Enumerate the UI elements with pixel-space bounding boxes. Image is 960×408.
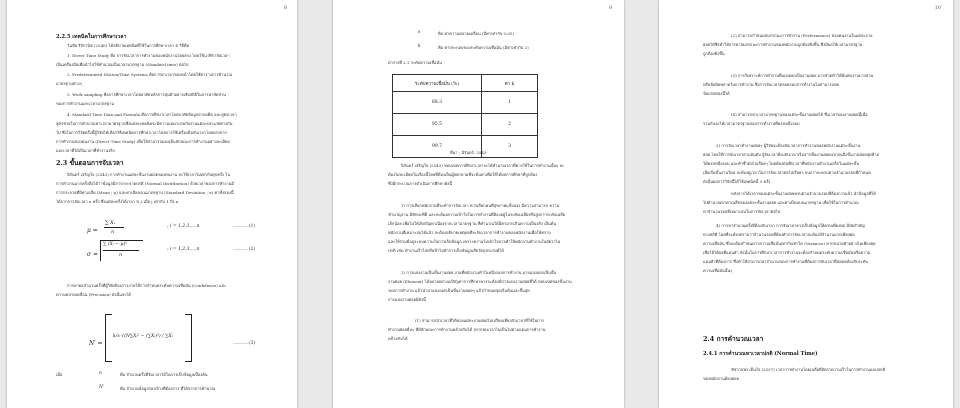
paragraph-line: 3. Work sampling คือการศึกษาเวลาโดยอาศัยหลักการสุ่มตัวอย่างเชิงสถิติในการหาสัดส่วน xyxy=(67,92,226,97)
definition-line: คือ จำนวนข้อมูลรอบข้างที่ต้องการ ที่ได้จากการคำนวณ xyxy=(120,386,216,391)
section-heading-2-4: 2.4 การคำนวณเวลา xyxy=(703,335,764,343)
paragraph-line: ย่อยได้ซึ่งทำให้การหาสมรรถนะการทำงานของพนักงานถูกต้องยิ่งขึ้น ซึ่งมีผลให้เวลามาตรฐาน xyxy=(703,42,863,47)
paragraph-line: การกระจายที่มีค่าเฉลี่ย (Mean ; μ) และค่าเบี่ยงเบนมาตรฐาน (Standard Deviation ; σ) ค่าทั้งสองนี้ xyxy=(56,190,234,195)
paragraph-line: วันชัย ริจิรวนิช (2546) ได้อธิบายเทคนิคที่ใช้ในการศึกษาเวลา 4 วิธีคือ xyxy=(67,43,189,48)
symbol-k: k xyxy=(418,44,421,49)
paragraph-line: ไปคำนวณหาค่าเฉลี่ยของแต่ละขั้นงานย่อย และค่าเบี่ยงเบนมาตรฐาน เพื่อใช้ในการคำนวณ xyxy=(703,200,859,205)
formula-sd-numerator: ∑ (Xᵢ − μ)² xyxy=(103,242,128,247)
paragraph-line: ปกติ เช่น ทำงานเร็วไปหรือช้าไปทำการเก็บข้อมูลเสียวัตถุประสงค์ได้ xyxy=(388,248,504,253)
paragraph-line: ชำนาญงาน มีทักษะที่ดี และจะต้องความเข้าใจในการทำงานที่ต้องอยู่ในระดับเฉลี่ยหรือสูงกว่าระดับเฉลี่ย xyxy=(388,212,566,217)
paragraph-line: รวมกันจะได้เวลามาตรฐานของการทำงานที่ครบหนึ่งรอบ xyxy=(703,121,800,126)
equation-number: ...........(1) xyxy=(233,224,256,229)
page-number: 8 xyxy=(283,5,287,11)
document-page-9 xyxy=(333,0,624,408)
paragraph-line: เป็นเครื่องมือเพื่อนำไปใช้คำนวณเป็นเวลามาตรฐาน (Standard time) ต่อไป xyxy=(56,62,189,67)
paragraph-line: นิรันดร์ เจริญใจ (2543) การทำงานแต่ละขั้นงานย่อยของคนงาน จะใช้เวลาไม่เท่ากันทุกครั้ง ใน xyxy=(67,172,230,177)
paragraph-line: ไป ซึ่งในการวิจัยครั้งนี้ผู้วิจัยได้เลือกวิธีเทคนิคการศึกษาเวลาโดยการใช้เครื่องมือจับเวลาโดยตรงจาก xyxy=(56,130,227,135)
where-label: เมื่อ xyxy=(56,372,63,377)
table-header-row xyxy=(393,75,538,92)
table-cell: 3 xyxy=(482,136,538,158)
section-heading-2-4-1: 2.4.1 การคำนวณหาเวลาปกติ (Normal Time) xyxy=(703,351,818,357)
paragraph-line: การทำงานของคนงาน (Direct Time Study) เพื่อให้สามารถมองเห็นลักษณะการทำงานอย่างละเอียด xyxy=(56,139,230,144)
paragraph-line: ชัชวาลพร เย็นใจ (2557) เวลาการทำงานโดยเฉลี่ยที่อัตราความเร็วในการทำงานแบบปกติ xyxy=(731,367,886,372)
table-cell: 2 xyxy=(482,114,538,136)
formula-sample-size-lhs: N′ = xyxy=(89,340,103,347)
paragraph-line: 4. Standard Time Data and Formula คือการศึกษาเวลาโดยอาศัยข้อมูลจากอดีต และสูตรเวลา xyxy=(67,112,237,117)
fraction-bar xyxy=(104,227,124,228)
formula-sd-denominator: n xyxy=(119,252,123,258)
paragraph-line: งานย่อย (Element) ได้หลายอย่างแก้ปัญหาการศึกษาควรจะต้องมีการแบ่งงานย่อยที่ได้ ขอบเขตของขั้นงาน xyxy=(388,279,572,284)
table-cell: 95.5 xyxy=(393,114,482,136)
paragraph-line: ทางสถิติ โดยที่จะต้องทราบว่าจำนวนรอบที่ต้องทำการจับเวลาจะต้องมีจำนวนมากเพียงพอ xyxy=(703,232,855,237)
paragraph-line: การหาผลจำนวนครั้งที่ผู้วิจัยต้องการภายใต้การกำหนดระดับความเชื่อมั่น (Confidence) และ xyxy=(67,283,227,288)
paragraph-line: 1) การเลือกพนักงานที่จะทำการจับเวลา ควรเลือกคนที่สุขภาพแข็งแรง มีความสามารถ ความ xyxy=(401,203,560,208)
paragraph-line: (2) สามารถกำหนดสมรรถนะการทำงาน (Performance) ของคนงานในแต่ละงาน xyxy=(731,33,873,38)
paragraph-line: 4) การหาจำนวนครั้งที่ต้องจับเวลา การจับเวลาควรเก็บข้อมูลให้ครบเพียงพอ มีนัยสำคัญ xyxy=(716,223,865,228)
symbol-N-prime: N′ xyxy=(99,385,104,390)
definition-line: คือ ค่าความคลาดเคลื่อน (มีค่าเท่ากับ 0.05) xyxy=(438,31,515,36)
paragraph-line: ของพนักงานต้องย่อย xyxy=(703,376,739,381)
paragraph-line: คล้ายกันได้ xyxy=(388,336,408,341)
definition-line: คือ ค่าประกอบของระดับความเชื่อมั่น (มีค่าเท่ากับ 2) xyxy=(438,45,529,50)
formula-mean-denominator: n xyxy=(111,229,115,235)
paragraph-line: ได้จากการจับเวลา n ครั้ง ซึ่งแต่ละครั้งได้เวลา X_i เมื่อ j เท่ากับ 1 ถึง n xyxy=(56,199,179,204)
paragraph-line: เพื่อให้ได้ผลที่แม่นยำ ดังนั้นในการศึกษาเวลาการทำงานจะต้องกำหนดระดับความเชื่อมั่นหรือความ xyxy=(703,250,871,255)
paragraph-line: ข้อบกพร่องนี้ได้ xyxy=(703,91,730,96)
paragraph-line: พนักงานที่เหมาะสมได้แล้ว จะต้องอธิบายเหตุผลที่จะจับเวลาการทำงานของพนักงานเพื่อให้ทราบ xyxy=(388,230,551,235)
paragraph-line: การแบ่งงานย่อยมีดังนี้ xyxy=(388,297,426,302)
table-caption: ตารางที่ 2.1 ระดับความเชื่อมั่น xyxy=(388,60,442,65)
formula-mean-condition: ; i = 1,2,3,...,n xyxy=(167,224,200,229)
document-page-10 xyxy=(659,0,953,408)
paragraph-line: ต้องไม่ละเอียดในเรื่องนี้โดยที่ต้องเป็นผู้พยายามที่จะค้นหาเพื่อให้ได้ผลการศึกษาที่ถูกต้อง xyxy=(388,172,538,177)
paragraph-line: 1. Direct Time Study คือ การจับเวลาการทำงานของพนักงานโดยตรง โดยใช้นาฬิกาจับเวลา xyxy=(67,53,230,58)
page-number: 10 xyxy=(934,5,941,11)
document-page-8 xyxy=(7,0,297,408)
formula-sd-lhs: σ = xyxy=(87,251,99,258)
page-number: 9 xyxy=(608,5,612,11)
definition-line: คือ จำนวนครั้งที่จับเวลาได้ในการเก็บข้อมูลเบื้องต้น xyxy=(120,372,208,377)
paragraph-line: ทำงานย่อยอื่นๆ ที่มีลักษณะการทำงานคล้ายกันได้ (หากพบเวลาไม่เป็นไปตามแผนการทำงาน xyxy=(388,327,546,332)
paragraph-line: และเวลาที่ได้เป็นเวลาที่ทำงานจริง xyxy=(56,148,115,153)
paragraph-line: ย่อย โดยใช้การจับเวลาตามอันดับ ผู้จับเวลาต้องจับเวลาเริ่มจากขั้นงานย่อยแรกจนถึงขั้นงานย่อยสุดท้าย xyxy=(703,152,879,157)
table-cell: 99.7 xyxy=(393,136,482,158)
paragraph-line: สูตรช่วยในการคำนวณหาเวลามาตรฐานซึ่งแต่ละเทคนิคจะมีความเหมาะสมกับงานแต่ละประเภทต่างกัน xyxy=(56,121,233,126)
paragraph-line: ซึ่งมีกระบวนการดำเนินการศึกษาดังนี้ xyxy=(388,181,452,186)
section-heading-2-2-5: 2.2.5 เทคนิคในการศึกษาเวลา xyxy=(56,34,127,40)
paragraph-line: (3) การวิเคราะห์การทำงานที่แบ่งออกเป็นงานย่อย อาจช่วยทำให้ค้นพบงานบางส่วน xyxy=(731,73,874,78)
paragraph-line: ถูกต้องยิ่งขึ้น xyxy=(703,51,725,56)
paragraph-line: มาตรฐานต่างๆ xyxy=(56,81,82,86)
paragraph-line: ของการทำงานและเวลามาตรฐาน xyxy=(56,101,115,106)
paragraph-line: เล็กน้อย เพื่อไม่ให้เกิดปัญหาเนื่องจากเวลามาตรฐาน ที่คำนวณได้มีค่ามากเกินความเป็นจริง เป็นต้น xyxy=(388,221,557,226)
bracket-right xyxy=(185,314,192,362)
paragraph-line: เมื่อเริ่มขั้นงานใหม่ จะต้องดูเวลาในการจับเวลาต่อไปเรื่อยๆ จนกว่าจะครบตามจำนวนรอบที่กำหนด xyxy=(703,170,871,175)
paragraph-line: ความเชื่อมั่นนั้นๆ xyxy=(703,268,733,273)
paragraph-line: 3) การจับเวลาทำงานย่อยๆ ผู้วิจัยจะต้องจับเวลาการทำงานของพนักงานแต่ละขั้นงาน xyxy=(716,143,861,148)
paragraph-line: ให้ครบหนึ่งรอบ และทำซ้ำต่อไปเรื่อยๆ โดยต้องบันทึกเวลาที่พนักงานทำงานเสร็จในแต่ละขั้น xyxy=(703,161,859,166)
equation-number: ...........(3) xyxy=(233,341,256,346)
symbol-n: n xyxy=(99,371,102,376)
paragraph-line: (4) สามารถหาเวลามาตรฐานของแต่ละขั้นงานย่อยได้ ซึ่งเวลาของงานย่อยนี้เมื่อ xyxy=(731,112,868,117)
table-header: ระดับความเชื่อมั่น (%) xyxy=(393,75,482,92)
formula-sd-condition: ; i = 1,2,3,...,n xyxy=(167,247,200,252)
table-cell: 1 xyxy=(482,92,538,114)
paragraph-line: รอบการทำงาน แล้วนำมาแบ่งออกเป็นขั้นงานย่อยๆ แล้วกำหนดจุดเริ่มต้นและสิ้นสุด xyxy=(388,288,530,293)
table-row xyxy=(393,92,538,114)
paragraph-line: หาจำนวนรอบที่เหมาะสมในการจับเวลาต่อไป xyxy=(703,209,781,214)
fraction-bar xyxy=(103,250,139,251)
bracket-left xyxy=(105,314,112,362)
table-source: ที่มา : นิรันดร์, 2543 xyxy=(450,150,487,155)
paragraph-line: ดังนั้นผลการวิจัยนี้ได้ใช้เทคนิคนี้ 3 ครั้ง xyxy=(703,179,771,184)
paragraph-line: 2. Predetermined Motion/Time Systems คือการหาเวลาของหน้าโดยใช้ตารางการคำนวณ xyxy=(67,72,233,77)
paragraph-line: 2) การแบ่งงานเป็นขั้นงานย่อย งานที่พนักงานทำในหนึ่งรอบการทำงาน อาจแบ่งออกเป็นขั้น xyxy=(401,270,557,275)
table-cell: 68.3 xyxy=(393,92,482,114)
table-header: ค่า k xyxy=(482,75,538,92)
formula-sample-size-body: k/s √(N∑Xᵢ² − (∑Xᵢ)²) / ∑Xᵢ xyxy=(113,334,173,339)
symbol-s: s xyxy=(418,30,421,35)
confidence-level-table xyxy=(392,74,538,158)
equation-number: ...........(2) xyxy=(233,247,256,252)
section-heading-2-3: 2.3 ขั้นตอนการจับเวลา xyxy=(56,159,124,167)
paragraph-line: การทำงานมากครั้งถือได้ว่าข้อมูลมีการกระจายปกติ (Normal Distribution) ด้วยเวลาของการทำงานมี xyxy=(56,181,234,186)
formula-mean-lhs: μ = xyxy=(87,227,98,234)
paragraph-line: และให้ร่วมมือดูระบบความในการเก็บข้อมูล เพราะความไม่เข้าใจอาจทำให้พนักงานทำงานในอัตราไม่ xyxy=(388,239,561,244)
paragraph-line: นิรันดร์ เจริญใจ (2543) ขอบเขตการศึกษาเวลาจะได้ทำนายเวลาที่ควรใช้ในการทำงานนั้นๆ จะ xyxy=(401,163,565,168)
paragraph-line: แม่นยำที่ต้องการ ซึ่งทำให้สามารถหาจำนวนรอบการทำงานที่ต้องการจับเวลาที่สอดคล้องกับระดับ xyxy=(703,259,868,264)
paragraph-line: ความคลาดเคลื่อน (Precision) ดังนั้นจะได้ xyxy=(56,292,131,297)
formula-mean-numerator: ∑ Xᵢ xyxy=(105,220,115,226)
paragraph-line: หรือข้อผิดพลาดในการทำงาน ซึ่งการจับเวลาตลอดรอบการทำงานไม่สามารถพบ xyxy=(703,82,840,87)
paragraph-line: ความเชื่อมั่น ซึ่งจะต้องกำหนดว่าความเชื่อมั่นเท่ากับเท่าใด (Variance) หากขนาดตัวอย่างไม่เพียงพอ xyxy=(703,241,876,246)
paragraph-line: (1) สามารถนำเวลาที่ได้ของแต่ละงานย่อยไปเปรียบเทียบกับเวลาที่ใช้ในการ xyxy=(415,318,544,323)
paragraph-line: หลังจากได้เวลาของแต่ละขั้นงานย่อยครบตามจำนวนรอบที่ต้องการแล้ว นำข้อมูลที่ได้ xyxy=(731,191,876,196)
table-row xyxy=(393,114,538,136)
